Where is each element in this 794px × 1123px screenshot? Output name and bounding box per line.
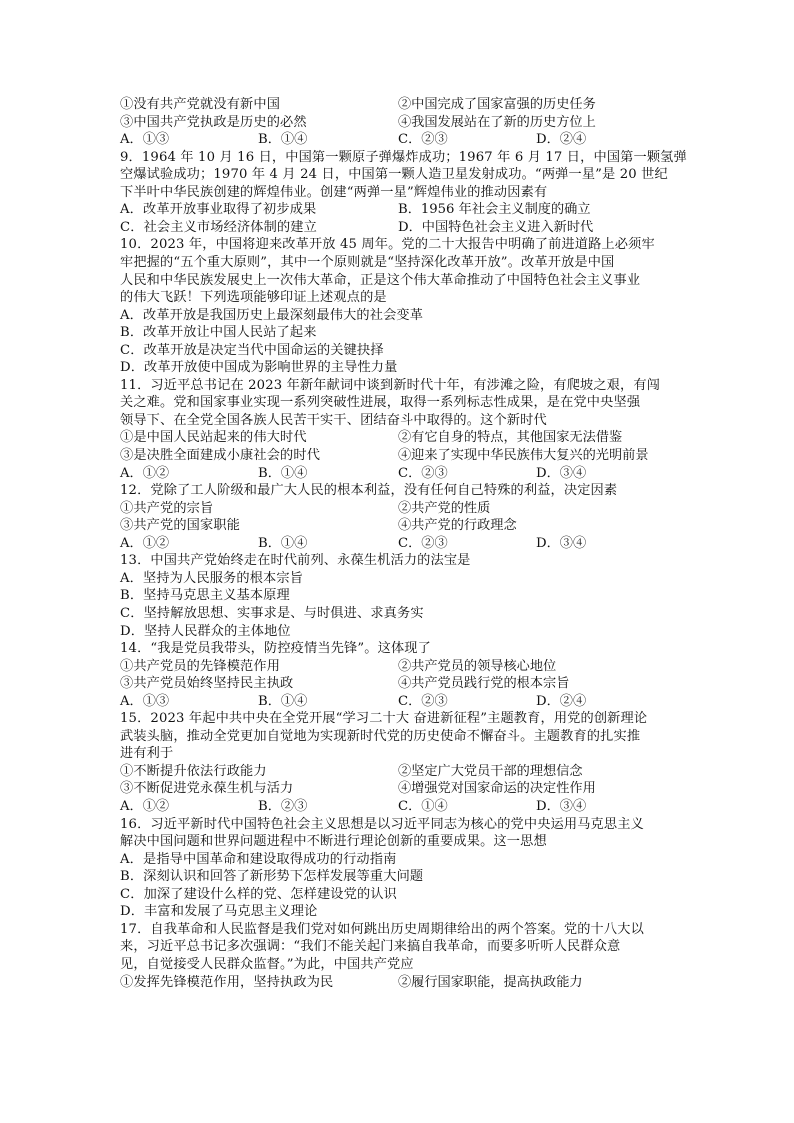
- choice-right: ②坚定广大党员干部的理想信念: [398, 763, 583, 779]
- text-line: 解决中国问题和世界问题进程中不断进行理论创新的重要成果。这一思想: [120, 834, 547, 850]
- text-line: 14．“我是党员我带头，防控疫情当先锋”。这体现了: [120, 641, 431, 657]
- choice-right: ④共产党员践行党的根本宗旨: [398, 676, 570, 692]
- option-d: D．②④: [536, 132, 587, 148]
- text-line: 人民和中华民族发展史上一次伟大革命，正是这个伟大革命推动了中国特色社会主义事业: [120, 272, 641, 288]
- text-line: A．是指导中国革命和建设取得成功的行动指南: [120, 851, 397, 867]
- text-line: 11．习近平总书记在 2023 年新年献词中谈到新时代十年，有涉滩之险，有爬坡之艰，有闯: [120, 377, 661, 393]
- text-line: 10．2023 年，中国将迎来改革开放 45 周年。党的二十大报告中明确了前进道路上必须牢: [120, 237, 655, 253]
- choice-left: ①没有共产党就没有新中国: [120, 97, 281, 112]
- text-line: 16．习近平新时代中国特色社会主义思想是以习近平同志为核心的党中央运用马克思主义: [120, 816, 644, 832]
- text-line: D．坚持人民群众的主体地位: [120, 623, 291, 639]
- option-b: B．①④: [258, 535, 308, 551]
- option-a: A．①③: [120, 132, 170, 148]
- text-line: B．深刻认识和回答了新形势下怎样发展等重大问题: [120, 869, 424, 885]
- choice-right: ②履行国家职能，提高执政能力: [398, 974, 583, 990]
- text-line: 17．自我革命和人民监督是我们党对如何跳出历史周期律给出的两个答案。党的十八大以: [120, 921, 644, 937]
- choice-right: ④我国发展站在了新的历史方位上: [398, 114, 596, 130]
- text-line: B．改革开放让中国人民站了起来: [120, 325, 317, 341]
- option-c: C．①④: [398, 799, 448, 814]
- option-c: C．②③: [398, 693, 448, 709]
- choice-left: A．改革开放事业取得了初步成果: [120, 202, 317, 218]
- text-line: D．改革开放使中国成为影响世界的主导性力量: [120, 360, 398, 376]
- text-line: 见，自觉接受人民群众监督。”为此，中国共产党应: [120, 956, 414, 972]
- text-line: A．改革开放是我国历史上最深刻最伟大的社会变革: [120, 307, 424, 323]
- text-line: 的伟大飞跃！下列选项能够印证上述观点的是: [120, 290, 387, 306]
- option-c: C．②③: [398, 465, 448, 481]
- choice-left: ③中国共产党执政是历史的必然: [120, 114, 307, 130]
- choice-left: ③共产党的国家职能: [120, 518, 241, 534]
- text-line: 牢把握的“五个重大原则”，其中一个原则就是“坚持深化改革开放”。改革开放是中国: [120, 254, 615, 270]
- option-a: A．①③: [120, 693, 170, 709]
- option-c: C．②③: [398, 132, 448, 148]
- choice-right: ②共产党的性质: [398, 500, 491, 516]
- text-line: A．坚持为人民服务的根本宗旨: [120, 570, 304, 586]
- text-line: 13．中国共产党始终走在时代前列、永葆生机活力的法宝是: [120, 553, 471, 569]
- text-line: D．丰富和发展了马克思主义理论: [120, 904, 318, 920]
- option-d: D．③④: [536, 465, 587, 481]
- choice-left: ①共产党员的先锋模范作用: [120, 658, 281, 674]
- text-line: 关之难。党和国家事业实现一系列突破性进展，取得一系列标志性成果，是在党中央坚强: [120, 395, 641, 411]
- option-b: B．①④: [258, 465, 308, 481]
- choice-right: ④迎来了实现中华民族伟大复兴的光明前景: [398, 448, 649, 463]
- option-b: B．②③: [258, 799, 308, 814]
- option-b: B．①④: [258, 693, 308, 709]
- choice-left: ①不断提升依法行政能力: [120, 763, 267, 779]
- text-line: 来，习近平总书记多次强调：“我们不能关起门来搞自我革命，而要多听听人民群众意: [120, 939, 621, 955]
- text-line: C．改革开放是决定当代中国命运的关键抉择: [120, 342, 384, 358]
- option-b: B．①④: [258, 132, 308, 148]
- choice-right: ②有它自身的特点，其他国家无法借鉴: [398, 430, 623, 446]
- text-line: C．坚持解放思想、实事求是、与时俱进、求真务实: [120, 605, 424, 621]
- text-line: 9．1964 年 10 月 16 日，中国第一颗原子弹爆炸成功；1967 年 6 月 17 日，中国第一颗氢弹: [120, 149, 687, 165]
- text-line: B．坚持马克思主义基本原理: [120, 588, 290, 604]
- option-a: A．①②: [120, 465, 170, 481]
- text-line: C．加深了建设什么样的党、怎样建设党的认识: [120, 886, 397, 902]
- choice-right: ④增强党对国家命运的决定性作用: [398, 781, 596, 797]
- text-line: 下半叶中华民族创建的辉煌伟业。创建“两弹一星”辉煌伟业的推动因素有: [120, 184, 548, 200]
- choice-left: ①共产党的宗旨: [120, 500, 214, 516]
- choice-left: ③是决胜全面建成小康社会的时代: [120, 448, 321, 463]
- option-d: D．③④: [536, 535, 587, 551]
- text-line: 领导下、在全党全国各族人民苦干实干、团结奋斗中取得的。这个新时代: [120, 412, 547, 428]
- choice-right: ②中国完成了国家富强的历史任务: [398, 97, 596, 112]
- choice-right: D．中国特色社会主义进入新时代: [398, 219, 594, 235]
- choice-left: ①是中国人民站起来的伟大时代: [120, 430, 307, 446]
- text-line: 15．2023 年起中共中央在全党开展“学习二十大 奋进新征程”主题教育，用党的创新理论: [120, 711, 648, 727]
- option-d: D．③④: [536, 799, 587, 814]
- choice-left: ③共产党员始终坚持民主执政: [120, 676, 294, 692]
- choice-left: ③不断促进党永葆生机与活力: [120, 781, 294, 797]
- choice-right: B．1956 年社会主义制度的确立: [398, 202, 591, 218]
- option-a: A．①②: [120, 535, 170, 551]
- option-a: A．①②: [120, 799, 170, 814]
- text-line: 武装头脑，推动全党更加自觉地为实现新时代党的历史使命不懈奋斗。主题教育的扎实推: [120, 728, 641, 744]
- choice-right: ②共产党员的领导核心地位: [398, 658, 557, 674]
- text-line: 12．党除了工人阶级和最广大人民的根本利益，没有任何自己特殊的利益，决定因素: [120, 483, 618, 499]
- text-line: 空爆试验成功；1970 年 4 月 24 日，中国第一颗人造卫星发射成功。“两弹一星”是 20 世纪: [120, 167, 668, 183]
- choice-left: ①发挥先锋模范作用，坚持执政为民: [120, 974, 334, 990]
- choice-left: C．社会主义市场经济体制的建立: [120, 219, 317, 235]
- text-line: 进有利于: [120, 746, 174, 762]
- choice-right: ④共产党的行政理念: [398, 518, 517, 534]
- option-d: D．②④: [536, 693, 587, 709]
- option-c: C．②③: [398, 535, 448, 551]
